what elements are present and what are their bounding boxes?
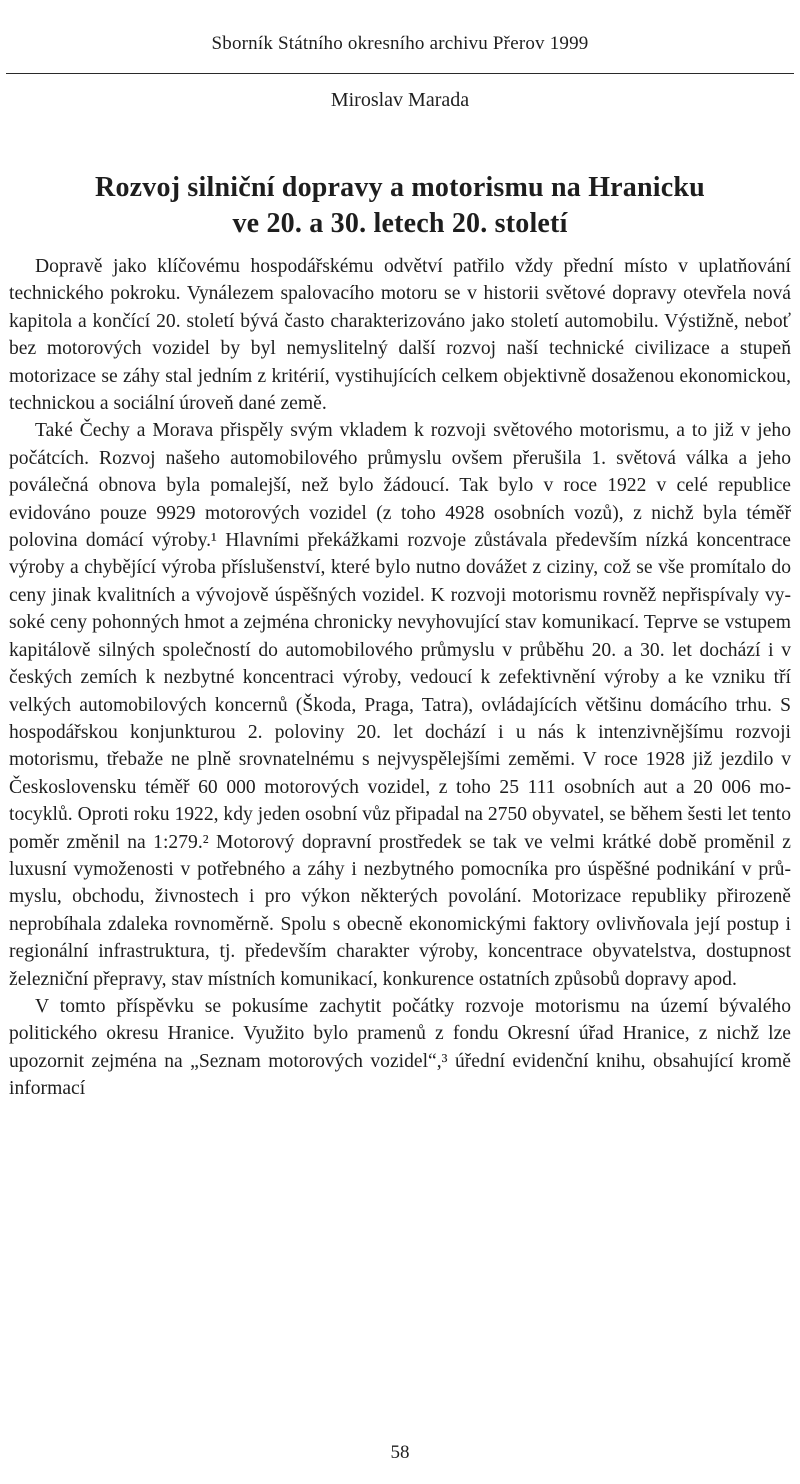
title-line-2: ve 20. a 30. letech 20. století [232, 208, 568, 239]
paragraph-1: Dopravě jako klíčovému hospodářskému odvětví patřilo vždy přední místo v uplatňování technického pokroku. Vynálezem spalovacího motoru se v historii světové dopravy otevřela nová kapitola a končící 20. století bývá často charakterizováno jako století automobilu. Výstižně, neboť bez motorových vozidel by byl nemyslitelný další rozvoj naší technické civilizace a stupeň motorizace se záhy stal jedním z kritérií, vystihujících celkem objektivně dosaženou ekonomickou, technickou a sociální úroveň dané země. [9, 256, 791, 415]
paragraph-3: V tomto příspěvku se pokusíme zachytit počátky rozvoje motorismu na území bývalého politického okresu Hranice. Využito bylo pramenů z fondu Okresní úřad Hranice, z nichž lze upozornit zejména na „Seznam motorových vozidel“,³ úřední evidenční knihu, obsahující kromě informací [9, 995, 791, 1100]
paragraph-2: Také Čechy a Morava přispěly svým vkladem k rozvoji světového motorismu, a to již v jeho počátcích. Rozvoj našeho automobilového průmyslu ovšem přerušila 1. světová válka a jeho poválečná obnova byla pomalejší, než bylo žádoucí. Tak bylo v roce 1922 v celé republice evidováno pouze 9929 motorových vozidel (z toho 4928 osobních vozů), z nichž byla téměř polovina domácí výroby.¹ Hlavními překážkami rozvoje zůstávala především nízká koncentrace výroby a chybějící výroba příslušenství, které bylo nutno dovážet z ciziny, což se vše promítalo do ceny jinak kvalitních a vývojově úspěšných vozidel. K rozvoji motorismu rovněž nepřispívaly vysoké ceny pohonných hmot a zejména chronicky nevyhovující stav komunikací. Teprve se vstupem kapitálově silných společností do automobilového průmyslu v průběhu 20. a 30. let dochází i v českých zemích k nezbytné koncentraci výroby, vedoucí k zefektivnění výroby a ke vzniku tří velkých automobilových koncernů (Škoda, Praga, Tatra), ovládajících většinu domácího trhu. S hospodářskou konjunkturou 2. poloviny 20. let dochází i u nás k intenzivnějšímu rozvoji motorismu, třebaže ne plně srovnatelnému s nejvyspělejšími zeměmi. V roce 1928 již jezdilo v Československu téměř 60 000 motorových vozidel, z toho 25 111 osobních aut a 20 006 motocyklů. Oproti roku 1922, kdy jeden osobní vůz připadal na 2750 obyvatel, se během šesti let tento poměr změnil na 1:279.² Motorový dopravní prostředek se tak ve velmi krátké době proměnil z luxusní vymoženosti v potřebného a záhy i nezbytného pomocníka pro úspěšné podnikání v průmyslu, obchodu, živnostech i pro výkon některých povolání. Motorizace republiky přirozeně neprobíhala zdaleka rovnoměrně. Spolu s obecně ekonomickými faktory ovlivňovala její postup i regionální infrastruktura, tj. především charakter výroby, koncentrace obyvatelstva, dostupnost železniční přepravy, stav místních komunikací, konkurence ostatních způsobů dopravy apod. [9, 420, 791, 990]
page-number: 58 [390, 1442, 410, 1463]
article-body [9, 253, 791, 1103]
journal-header: Sborník Státního okresního archivu Přerov 1999 [211, 33, 589, 54]
author-name: Miroslav Marada [330, 89, 470, 111]
article-title [0, 170, 800, 242]
header-rule [6, 73, 794, 74]
title-line-1: Rozvoj silniční dopravy a motorismu na Hranicku [95, 172, 705, 203]
